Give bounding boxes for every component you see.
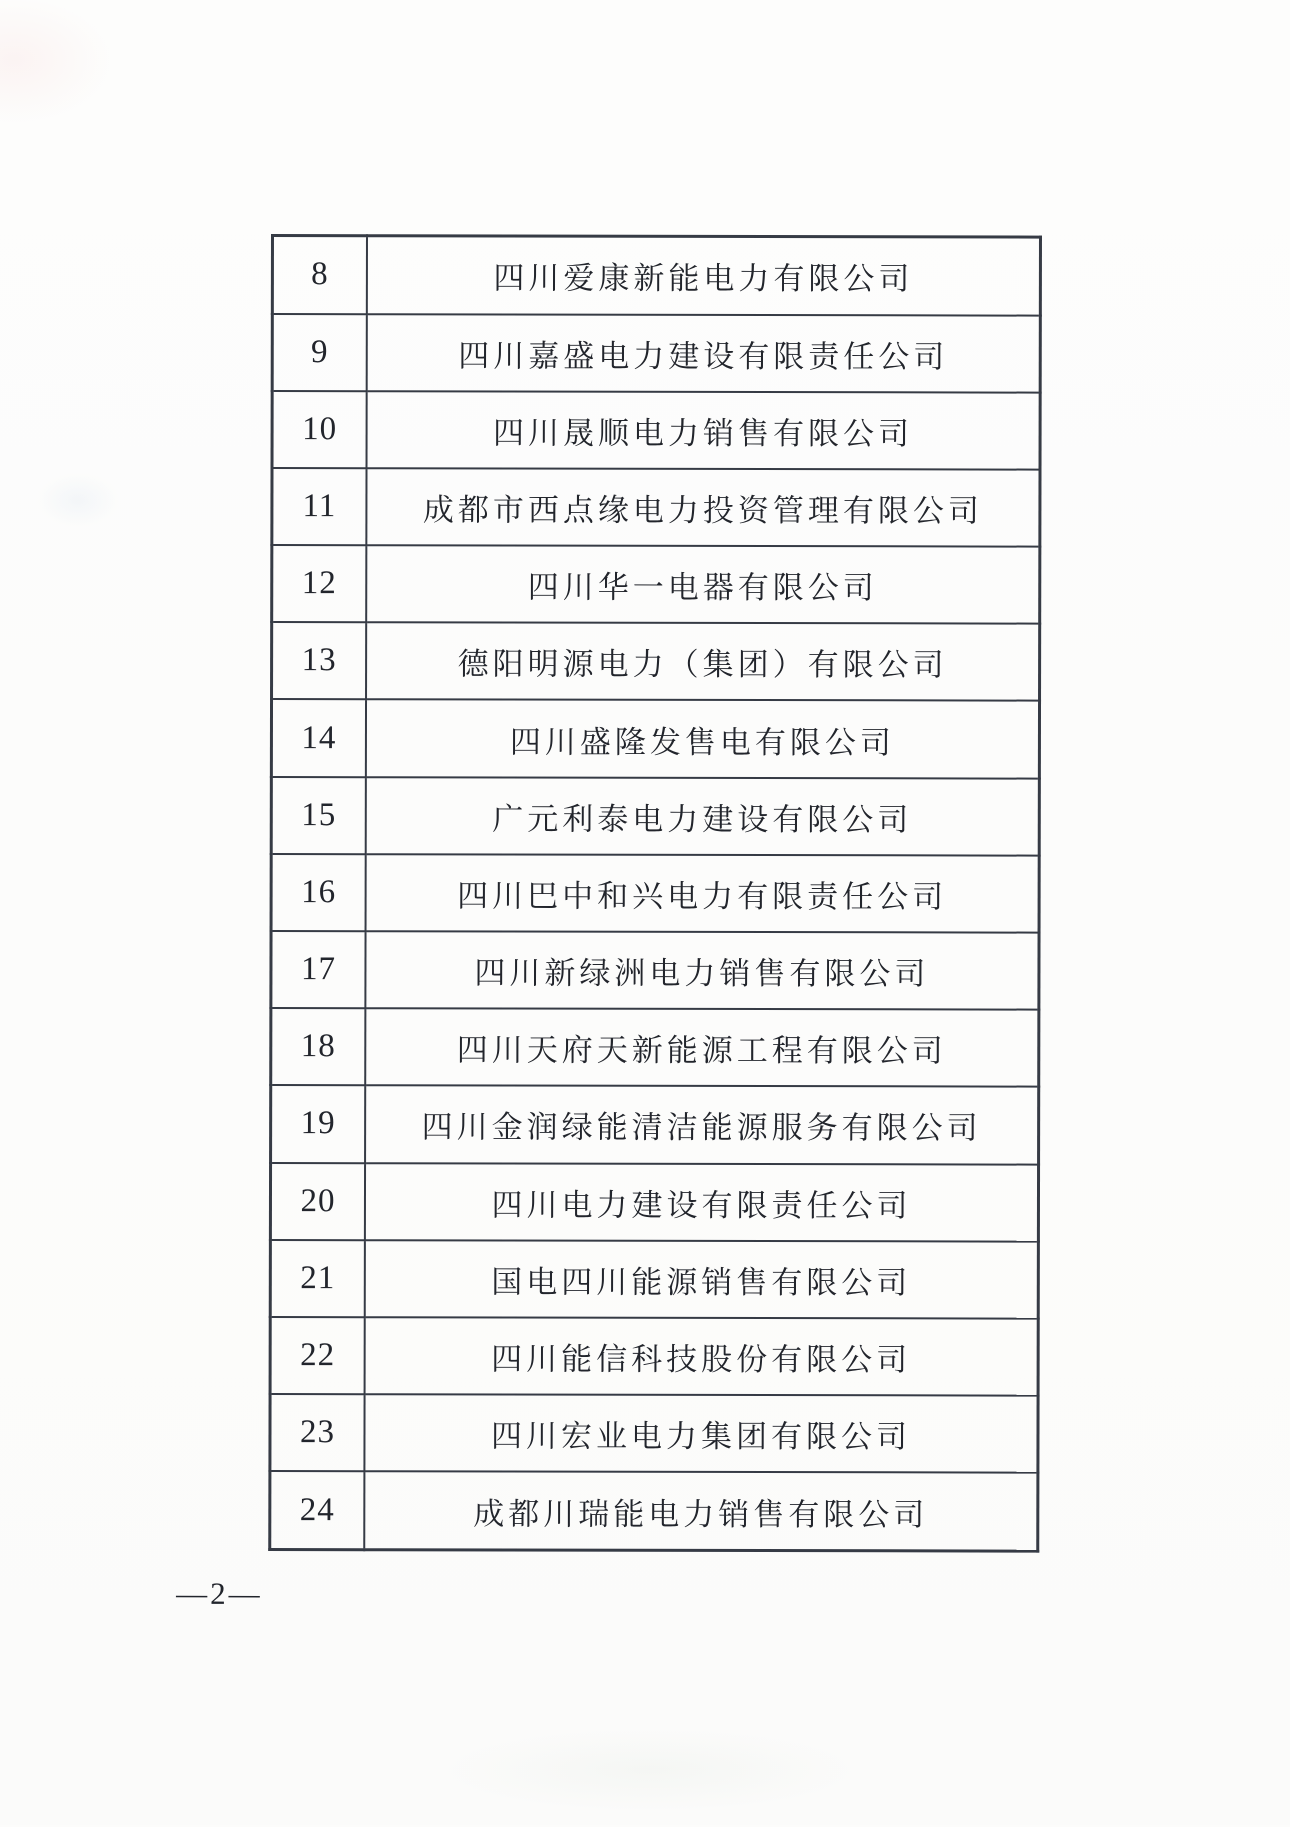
company-name-cell: 四川电力建设有限责任公司 [365, 1163, 1039, 1242]
company-name-cell: 四川嘉盛电力建设有限责任公司 [367, 314, 1041, 393]
row-number-cell: 19 [271, 1085, 366, 1162]
table-row [271, 854, 1039, 933]
table-row [271, 1085, 1039, 1164]
company-name-cell: 国电四川能源销售有限公司 [365, 1240, 1039, 1319]
table-row [272, 314, 1040, 393]
row-number-cell: 20 [270, 1163, 365, 1240]
company-list-table [268, 234, 1042, 1553]
table-row [272, 468, 1040, 547]
table-row [271, 931, 1039, 1010]
row-number-cell: 9 [272, 314, 367, 391]
row-number-cell: 22 [270, 1317, 365, 1394]
table-row [271, 699, 1039, 778]
company-name-cell: 成都川瑞能电力销售有限公司 [364, 1472, 1038, 1552]
row-number-cell: 17 [271, 931, 366, 1008]
page-number: —2— [176, 1575, 263, 1611]
company-name-cell: 四川晟顺电力销售有限公司 [367, 391, 1041, 470]
table-row [272, 391, 1040, 470]
table-row [272, 236, 1040, 316]
row-number-cell: 13 [272, 622, 367, 699]
company-name-cell: 四川爱康新能电力有限公司 [367, 236, 1041, 315]
row-number-cell: 21 [270, 1240, 365, 1317]
row-number-cell: 24 [270, 1471, 365, 1549]
company-table-body [270, 236, 1041, 1552]
company-name-cell: 四川金润绿能清洁能源服务有限公司 [365, 1086, 1039, 1165]
table-row [270, 1471, 1038, 1551]
table-row [272, 622, 1040, 701]
company-name-cell: 四川宏业电力集团有限公司 [364, 1394, 1038, 1473]
row-number-cell: 15 [271, 777, 366, 854]
company-name-cell: 德阳明源电力（集团）有限公司 [366, 622, 1040, 701]
row-number-cell: 8 [272, 236, 367, 314]
row-number-cell: 12 [272, 545, 367, 622]
company-name-cell: 广元利泰电力建设有限公司 [366, 777, 1040, 856]
row-number-cell: 18 [271, 1008, 366, 1085]
table-row [270, 1394, 1038, 1473]
table-row [271, 777, 1039, 856]
table-row [270, 1240, 1038, 1319]
row-number-cell: 23 [270, 1394, 365, 1471]
company-name-cell: 四川天府天新能源工程有限公司 [365, 1008, 1039, 1087]
row-number-cell: 10 [272, 391, 367, 468]
table-row [270, 1163, 1038, 1242]
company-name-cell: 四川盛隆发售电有限公司 [366, 700, 1040, 779]
row-number-cell: 14 [271, 699, 366, 776]
company-name-cell: 四川能信科技股份有限公司 [365, 1317, 1039, 1396]
company-name-cell: 四川巴中和兴电力有限责任公司 [366, 854, 1040, 933]
row-number-cell: 16 [271, 854, 366, 931]
row-number-cell: 11 [272, 468, 367, 545]
company-name-cell: 成都市西点缘电力投资管理有限公司 [366, 468, 1040, 547]
table-row [270, 1317, 1038, 1396]
table-row [271, 1008, 1039, 1087]
company-name-cell: 四川华一电器有限公司 [366, 545, 1040, 624]
company-name-cell: 四川新绿洲电力销售有限公司 [365, 931, 1039, 1010]
table-row [272, 545, 1040, 624]
